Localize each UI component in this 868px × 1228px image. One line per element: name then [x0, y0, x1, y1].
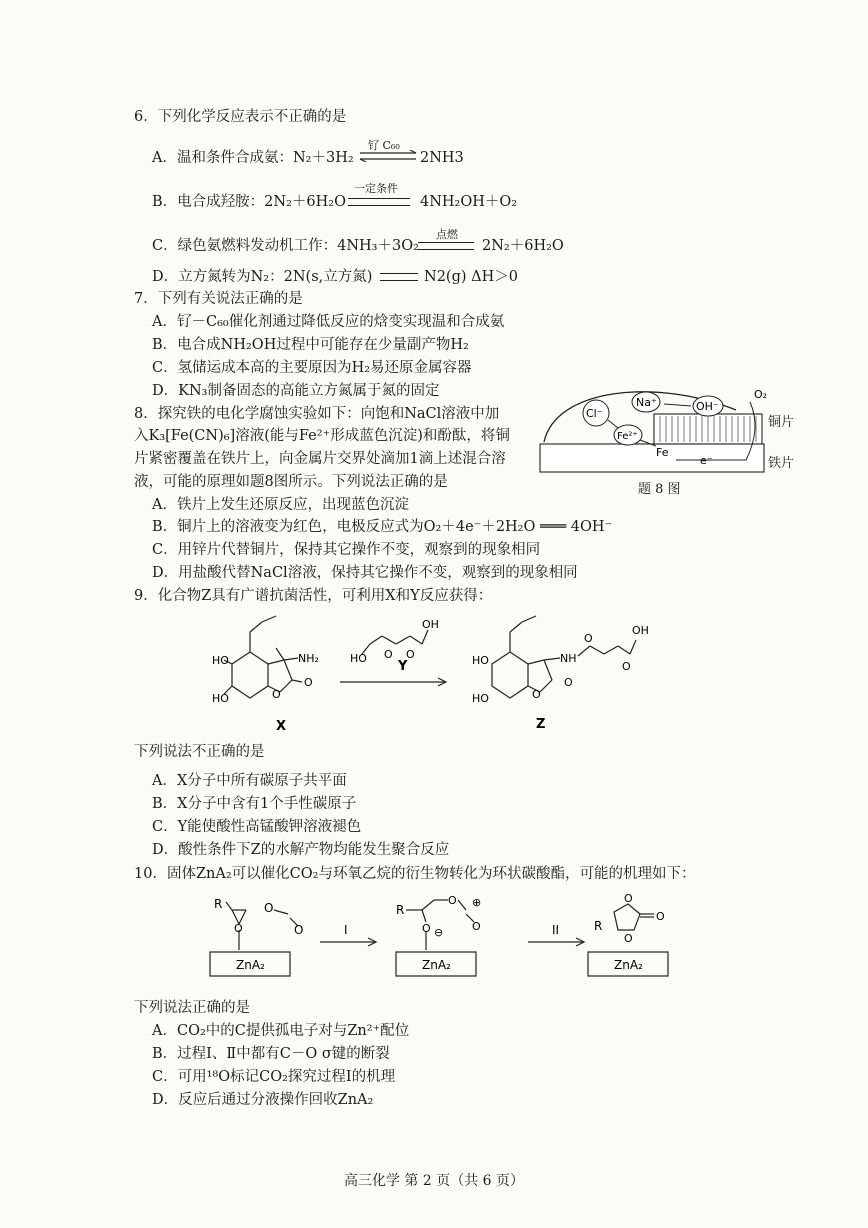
q9-option-c: C．Y能使酸性高锰酸钾溶液褪色	[152, 819, 362, 835]
q6-c-product: 2N₂＋6H₂O	[482, 238, 564, 254]
plus-charge: ⊕	[472, 896, 482, 909]
cl-arrow	[608, 420, 618, 428]
q7-option-d: D．KN₃制备固态的高能立方氮属于氮的固定	[152, 383, 440, 399]
q8-option-d: D．用盐酸代替NaCl溶液，保持其它操作不变，观察到的现象相同	[152, 565, 578, 581]
label-y: Y	[398, 659, 408, 674]
zn-box-3-label: ZnA₂	[614, 958, 643, 972]
q6-option-b: B．电合成羟胺：2N₂＋6H₂O	[152, 194, 346, 210]
q6-b-equals	[348, 198, 410, 206]
q8-option-c: C．用锌片代替铜片，保持其它操作不变，观察到的现象相同	[152, 542, 541, 558]
q9-intro: 下列说法不正确的是	[134, 744, 265, 760]
q6-d-equals	[380, 273, 418, 281]
co2-o2: O	[294, 923, 304, 937]
q10-intro: 下列说法正确的是	[134, 1000, 250, 1016]
na-label: Na⁺	[636, 396, 657, 409]
z-oh: OH	[632, 624, 649, 637]
q10-mechanism	[200, 886, 680, 986]
molecule-y	[362, 630, 428, 654]
q8-line-3: 片紧密覆盖在铁片上，向金属片交界处滴加1滴上述混合溶	[134, 451, 506, 467]
q6-stem: 6．下列化学反应表示不正确的是	[134, 109, 347, 125]
q10-option-c: C．可用¹⁸O标记CO₂探究过程Ⅰ的机理	[152, 1069, 396, 1085]
q9-reaction-scheme	[210, 612, 670, 737]
q6-b-product: 4NH₂OH＋O₂	[420, 194, 518, 210]
fe-label: Fe	[656, 446, 669, 459]
q10-option-d: D．反应后通过分液操作回收ZnA₂	[152, 1092, 374, 1108]
y-ho: HO	[350, 652, 367, 665]
q8-line-4: 液，可能的原理如题8图所示。下列说法正确的是	[134, 474, 448, 490]
q7-option-a: A．钌－C₆₀催化剂通过降低反应的焓变实现温和合成氨	[152, 314, 505, 330]
q8-figure-caption: 题 8 图	[638, 482, 681, 497]
z-acid-o: O	[622, 660, 631, 673]
step-ii: II	[552, 923, 560, 937]
q8-iron-label: 铁片	[768, 456, 795, 471]
x-ring-o: O	[272, 688, 281, 701]
stage3-o1: O	[624, 892, 633, 905]
oh-label: OH⁻	[696, 400, 719, 413]
q9-option-b: B．X分子中含有1个手性碳原子	[152, 796, 357, 812]
label-z: Z	[536, 717, 546, 732]
molecule-x	[224, 616, 302, 698]
x-nh2: NH₂	[298, 652, 319, 665]
q7-stem: 7．下列有关说法正确的是	[134, 291, 303, 307]
stage2-o: O	[448, 894, 457, 907]
o2-label: O₂	[754, 388, 768, 401]
q9-option-d: D．酸性条件下Z的水解产物均能发生聚合反应	[152, 842, 450, 858]
y-o-1: O	[384, 648, 393, 661]
q8-line-2: 入K₃[Fe(CN)₆]溶液(能与Fe²⁺形成蓝色沉淀)和酚酞，将铜	[134, 428, 510, 444]
stage1-r: R	[214, 897, 223, 911]
q10-option-a: A．CO₂中的C提供孤电子对与Zn²⁺配位	[152, 1023, 410, 1039]
q6-option-a	[152, 148, 354, 168]
q6-c-equals	[418, 242, 474, 250]
z-ring-o: O	[532, 688, 541, 701]
q8-option-b: B．铜片上的溶液变为红色，电极反应式为O₂＋4e⁻＋2H₂O ═══ 4OH⁻	[152, 519, 613, 535]
stage2-r: R	[396, 903, 405, 917]
q9-option-a: A．X分子中所有碳原子共平面	[152, 773, 347, 789]
z-ho-1: HO	[472, 654, 489, 667]
q10-option-b: B．过程Ⅰ、Ⅱ中都有C－O σ键的断裂	[152, 1046, 390, 1062]
z-amide-o: O	[584, 632, 593, 645]
stage3-carbonyl-o: O	[656, 910, 665, 923]
q6-d-product: N2(g) ΔH＞0	[424, 269, 518, 285]
electron-label: e⁻	[700, 454, 713, 467]
q7-option-b: B．电合成NH₂OH过程中可能存在少量副产物H₂	[152, 337, 469, 353]
co2-o1: O	[264, 901, 274, 915]
stage2-o-end: O	[472, 920, 481, 933]
zn-box-2-label: ZnA₂	[422, 958, 451, 972]
q6-a-reversible-arrow	[358, 150, 420, 162]
q10-stem: 10．固体ZnA₂可以催化CO₂与环氧乙烷的衍生物转化为环状碳酸酯，可能的机理如下：	[134, 866, 696, 882]
stage1-epoxide-o: O	[234, 922, 243, 935]
stage3-r: R	[594, 919, 603, 933]
q8-option-a: A．铁片上发生还原反应，出现蓝色沉淀	[152, 497, 409, 513]
q8-copper-label: 铜片	[768, 415, 795, 430]
q6-a-product: 2NH3	[420, 150, 464, 166]
q6-c-condition: 点燃	[436, 228, 458, 241]
q6-option-c: C．绿色氨燃料发动机工作：4NH₃＋3O₂	[152, 238, 419, 254]
q9-stem: 9．化合物Z具有广谱抗菌活性，可利用X和Y反应获得：	[134, 588, 493, 604]
iron-plate	[540, 444, 764, 472]
q6-a-condition: 钌 C₆₀	[368, 139, 400, 152]
z-nh: NH	[560, 652, 577, 665]
stage3-o2: O	[624, 932, 633, 945]
q6-a-reactants: A．温和条件合成氨：N₂＋3H₂	[152, 150, 354, 166]
cl-label: Cl⁻	[586, 407, 603, 420]
q6-b-condition: 一定条件	[354, 182, 398, 195]
oh-arrow	[664, 404, 691, 406]
y-oh: OH	[422, 618, 439, 631]
q6-option-d: D．立方氮转为N₂：2N(s,立方氮)	[152, 269, 373, 285]
q7-option-c: C．氢储运成本高的主要原因为H₂易还原金属容器	[152, 360, 472, 376]
y-o-2: O	[406, 648, 415, 661]
z-ho-2: HO	[472, 692, 489, 705]
x-ho-1: HO	[212, 654, 229, 667]
step-i: I	[344, 923, 348, 937]
x-ho-2: HO	[212, 692, 229, 705]
x-carbonyl-o: O	[304, 676, 313, 689]
q8-line-1: 8．探究铁的电化学腐蚀实验如下：向饱和NaCl溶液中加	[134, 406, 500, 422]
page-footer: 高三化学 第 2 页（共 6 页）	[343, 1173, 525, 1189]
z-carbonyl-o: O	[564, 676, 573, 689]
fe2-label: Fe²⁺	[617, 431, 638, 442]
minus-charge: ⊖	[434, 926, 444, 939]
label-x: X	[276, 719, 287, 734]
stage2-o-minus: O	[422, 922, 431, 935]
zn-box-1-label: ZnA₂	[236, 958, 265, 972]
